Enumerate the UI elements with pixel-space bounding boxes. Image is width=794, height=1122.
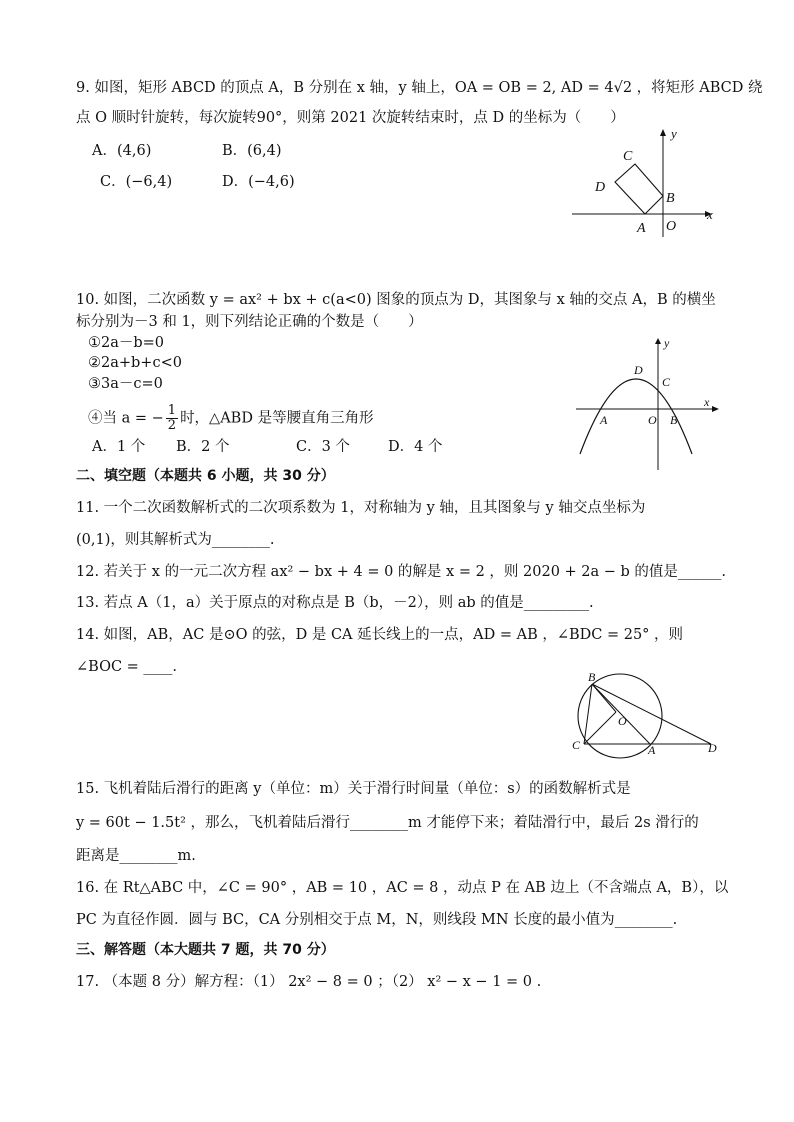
section-fill-in: 二、填空题（本题共 6 小题，共 30 分）: [76, 468, 335, 484]
q9-option-a: A．(4,6): [92, 143, 152, 159]
q10-line1: 10. 如图，二次函数 y = ax² + bx + c(a<0) 图象的顶点为 D，其图象与 x 轴的交点 A，B 的横坐: [76, 292, 716, 308]
q16-line1: 16. 在 Rt△ABC 中，∠C = 90° ，AB = 10 ，AC = 8 ，动点 P 在 AB 边上（不含端点 A，B），以: [76, 880, 729, 896]
q14-label-o: O: [618, 714, 627, 728]
q15-line3: 距离是________m.: [76, 848, 196, 864]
q10-label-d: D: [634, 363, 643, 377]
q12-text: 12. 若关于 x 的一元二次方程 ax² − bx + 4 = 0 的解是 x = 2 ，则 2020 + 2a − b 的值是______.: [76, 564, 727, 580]
section-answer: 三、解答题（本大题共 7 题，共 70 分）: [76, 942, 335, 958]
q9-line2: 点 O 顺时针旋转，每次旋转90°，则第 2021 次旋转结束时，点 D 的坐标为（ ）: [76, 110, 625, 126]
q10-conclusion-4: [88, 404, 374, 433]
q11-line2: (0,1)，则其解析式为________.: [76, 532, 275, 548]
q10-option-a: A．1 个: [92, 439, 146, 455]
q10-c4-pre: ④当 a = −: [88, 410, 164, 427]
q14-label-b: B: [588, 670, 596, 684]
q9-label-b: B: [666, 191, 675, 206]
q10-conclusion-2: ②2a+b+c<0: [88, 355, 182, 371]
q9-option-d: D．(−4,6): [222, 174, 295, 190]
q10-label-c: C: [662, 375, 671, 389]
q10-c4-den: 2: [167, 418, 177, 433]
q10-option-b: B．2 个: [176, 439, 230, 455]
q10-option-c: C．3 个: [296, 439, 350, 455]
q14-label-c: C: [572, 738, 581, 752]
q15-line1: 15. 飞机着陆后滑行的距离 y（单位：m）关于滑行时间量（单位：s）的函数解析式是: [76, 781, 631, 797]
q9-label-a: A: [637, 221, 646, 236]
q9-label-y: y: [671, 126, 677, 141]
q10-conclusion-3: ③3a－c=0: [88, 376, 163, 392]
q9-label-d: D: [595, 180, 606, 195]
q14-line1: 14. 如图，AB，AC 是⊙O 的弦，D 是 CA 延长线上的一点，AD = AB ，∠BDC = 25° ，则: [76, 627, 684, 643]
q10-c4-post: 时，△ABD 是等腰直角三角形: [180, 410, 374, 427]
q9-line1: 9. 如图，矩形 ABCD 的顶点 A，B 分别在 x 轴，y 轴上，OA = OB = 2, AD = 4√2 ，将矩形 ABCD 绕: [76, 80, 763, 96]
q14-figure: [568, 668, 728, 760]
q9-label-o: O: [666, 219, 677, 234]
q16-line2: PC 为直径作圆．圆与 BC，CA 分别相交于点 M，N，则线段 MN 长度的最小值为________.: [76, 912, 678, 928]
q9-figure: [570, 122, 720, 240]
q10-label-b: B: [670, 413, 678, 427]
q10-label-a: A: [600, 413, 608, 427]
q9-label-c: C: [623, 149, 633, 164]
q11-line1: 11. 一个二次函数解析式的二次项系数为 1，对称轴为 y 轴，且其图象与 y 轴交点坐标为: [76, 500, 646, 516]
q9-option-b: B．(6,4): [222, 143, 282, 159]
q10-c4-num: 1: [167, 403, 177, 418]
q10-label-y: y: [664, 336, 670, 350]
q15-line2: y = 60t − 1.5t² ，那么，飞机着陆后滑行________m 才能停下来；着陆滑行中，最后 2s 滑行的: [76, 815, 699, 831]
q10-c4-fraction: [166, 404, 178, 433]
q14-label-d: D: [708, 741, 717, 755]
q10-option-d: D．4 个: [388, 439, 443, 455]
q14-label-a: A: [648, 743, 656, 757]
q9-label-x: x: [707, 207, 713, 222]
q10-label-x: x: [704, 395, 710, 409]
q9-option-c: C．(−6,4): [100, 174, 173, 190]
q10-line2: 标分别为－3 和 1，则下列结论正确的个数是（ ）: [76, 314, 423, 330]
q10-label-o: O: [648, 413, 657, 427]
q10-figure: [570, 334, 720, 474]
q13-text: 13. 若点 A（1，a）关于原点的对称点是 B（b，－2），则 ab 的值是_________.: [76, 595, 594, 611]
q14-line2: ∠BOC = ____.: [76, 659, 178, 675]
q10-conclusion-1: ①2a－b=0: [88, 335, 165, 351]
q17-text: 17. （本题 8 分）解方程：（1） 2x² − 8 = 0 ；（2） x² − x − 1 = 0 .: [76, 974, 542, 990]
